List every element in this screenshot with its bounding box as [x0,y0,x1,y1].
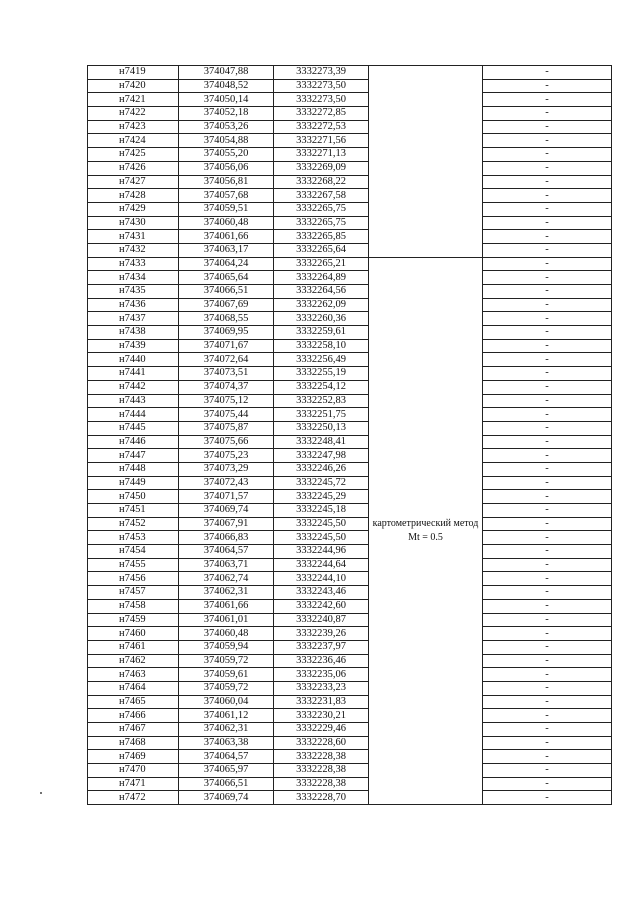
description-cell: - [483,161,612,175]
x-coordinate-cell: 374066,51 [179,777,274,791]
point-name-cell: н7463 [88,668,179,682]
point-name-cell: н7438 [88,326,179,340]
point-name-cell: н7453 [88,531,179,545]
point-name-cell: н7448 [88,462,179,476]
point-name-cell: н7422 [88,107,179,121]
description-cell: - [483,736,612,750]
x-coordinate-cell: 374061,66 [179,599,274,613]
table-row [88,202,612,216]
table-row [88,723,612,737]
y-coordinate-cell: 3332242,60 [274,599,369,613]
point-name-cell: н7440 [88,353,179,367]
table-row [88,791,612,805]
description-cell: - [483,613,612,627]
y-coordinate-cell: 3332246,26 [274,462,369,476]
description-cell: - [483,764,612,778]
y-coordinate-cell: 3332228,60 [274,736,369,750]
table-row [88,750,612,764]
x-coordinate-cell: 374060,48 [179,627,274,641]
point-name-cell: н7426 [88,161,179,175]
y-coordinate-cell: 3332271,13 [274,148,369,162]
point-name-cell: н7431 [88,230,179,244]
description-cell: - [483,312,612,326]
table-row [88,736,612,750]
table-row [88,298,612,312]
y-coordinate-cell: 3332233,23 [274,681,369,695]
x-coordinate-cell: 374069,74 [179,791,274,805]
description-cell: - [483,134,612,148]
x-coordinate-cell: 374069,74 [179,504,274,518]
description-cell: - [483,148,612,162]
description-cell: - [483,202,612,216]
y-coordinate-cell: 3332265,75 [274,202,369,216]
y-coordinate-cell: 3332247,98 [274,449,369,463]
x-coordinate-cell: 374066,83 [179,531,274,545]
x-coordinate-cell: 374069,95 [179,326,274,340]
y-coordinate-cell: 3332260,36 [274,312,369,326]
y-coordinate-cell: 3332273,50 [274,79,369,93]
description-cell: - [483,120,612,134]
point-name-cell: н7451 [88,504,179,518]
y-coordinate-cell: 3332268,22 [274,175,369,189]
point-name-cell: н7471 [88,777,179,791]
description-cell: - [483,462,612,476]
description-cell: - [483,79,612,93]
description-cell: - [483,654,612,668]
y-coordinate-cell: 3332245,50 [274,517,369,531]
y-coordinate-cell: 3332265,64 [274,243,369,257]
x-coordinate-cell: 374062,74 [179,572,274,586]
y-coordinate-cell: 3332271,56 [274,134,369,148]
point-name-cell: н7458 [88,599,179,613]
y-coordinate-cell: 3332235,06 [274,668,369,682]
description-cell: - [483,572,612,586]
point-name-cell: н7454 [88,545,179,559]
point-name-cell: н7446 [88,435,179,449]
table-row [88,764,612,778]
description-cell: - [483,681,612,695]
table-row [88,107,612,121]
table-row [88,189,612,203]
table-row [88,695,612,709]
point-name-cell: н7433 [88,257,179,271]
x-coordinate-cell: 374059,61 [179,668,274,682]
y-coordinate-cell: 3332267,58 [274,189,369,203]
x-coordinate-cell: 374067,69 [179,298,274,312]
point-name-cell: н7457 [88,586,179,600]
x-coordinate-cell: 374075,87 [179,421,274,435]
description-cell: - [483,586,612,600]
point-name-cell: н7427 [88,175,179,189]
point-name-cell: н7460 [88,627,179,641]
description-cell: - [483,476,612,490]
y-coordinate-cell: 3332231,83 [274,695,369,709]
description-cell: - [483,777,612,791]
table-row [88,449,612,463]
x-coordinate-cell: 374073,51 [179,367,274,381]
x-coordinate-cell: 374075,12 [179,394,274,408]
point-name-cell: н7469 [88,750,179,764]
x-coordinate-cell: 374053,26 [179,120,274,134]
y-coordinate-cell: 3332269,09 [274,161,369,175]
table-row [88,285,612,299]
table-row [88,558,612,572]
description-cell: - [483,285,612,299]
point-name-cell: н7429 [88,202,179,216]
table-row [88,421,612,435]
y-coordinate-cell: 3332230,21 [274,709,369,723]
x-coordinate-cell: 374065,64 [179,271,274,285]
y-coordinate-cell: 3332228,70 [274,791,369,805]
y-coordinate-cell: 3332228,38 [274,764,369,778]
table-row [88,709,612,723]
coordinates-table [87,65,612,805]
point-name-cell: н7470 [88,764,179,778]
x-coordinate-cell: 374060,04 [179,695,274,709]
table-row [88,627,612,641]
table-row [88,134,612,148]
x-coordinate-cell: 374064,24 [179,257,274,271]
description-cell: - [483,791,612,805]
x-coordinate-cell: 374056,06 [179,161,274,175]
description-cell: - [483,599,612,613]
y-coordinate-cell: 3332265,75 [274,216,369,230]
table-row [88,490,612,504]
point-name-cell: н7424 [88,134,179,148]
point-name-cell: н7436 [88,298,179,312]
x-coordinate-cell: 374071,57 [179,490,274,504]
table-row [88,367,612,381]
point-name-cell: н7459 [88,613,179,627]
description-cell: - [483,504,612,518]
table-row [88,777,612,791]
y-coordinate-cell: 3332237,97 [274,640,369,654]
point-name-cell: н7432 [88,243,179,257]
point-name-cell: н7445 [88,421,179,435]
description-cell: - [483,750,612,764]
point-name-cell: н7439 [88,339,179,353]
y-coordinate-cell: 3332229,46 [274,723,369,737]
description-cell: - [483,627,612,641]
description-cell: - [483,695,612,709]
method-cell [369,66,483,258]
table-row [88,572,612,586]
x-coordinate-cell: 374054,88 [179,134,274,148]
table-row [88,394,612,408]
table-row [88,654,612,668]
description-cell: - [483,216,612,230]
point-name-cell: н7468 [88,736,179,750]
y-coordinate-cell: 3332252,83 [274,394,369,408]
y-coordinate-cell: 3332245,29 [274,490,369,504]
table-row [88,66,612,80]
x-coordinate-cell: 374062,31 [179,586,274,600]
x-coordinate-cell: 374059,51 [179,202,274,216]
table-row [88,243,612,257]
y-coordinate-cell: 3332259,61 [274,326,369,340]
y-coordinate-cell: 3332273,39 [274,66,369,80]
table-row [88,93,612,107]
description-cell: - [483,189,612,203]
table-row [88,599,612,613]
description-cell: - [483,257,612,271]
x-coordinate-cell: 374062,31 [179,723,274,737]
table-row [88,531,612,545]
point-name-cell: н7447 [88,449,179,463]
x-coordinate-cell: 374063,38 [179,736,274,750]
point-name-cell: н7464 [88,681,179,695]
x-coordinate-cell: 374050,14 [179,93,274,107]
x-coordinate-cell: 374075,23 [179,449,274,463]
y-coordinate-cell: 3332264,56 [274,285,369,299]
description-cell: - [483,435,612,449]
point-name-cell: н7467 [88,723,179,737]
y-coordinate-cell: 3332228,38 [274,777,369,791]
point-name-cell: н7466 [88,709,179,723]
point-name-cell: н7472 [88,791,179,805]
point-name-cell: н7434 [88,271,179,285]
y-coordinate-cell: 3332256,49 [274,353,369,367]
x-coordinate-cell: 374067,91 [179,517,274,531]
description-cell: - [483,421,612,435]
y-coordinate-cell: 3332244,10 [274,572,369,586]
coordinates-table-body [88,66,612,805]
y-coordinate-cell: 3332264,89 [274,271,369,285]
x-coordinate-cell: 374063,17 [179,243,274,257]
point-name-cell: н7443 [88,394,179,408]
y-coordinate-cell: 3332273,50 [274,93,369,107]
point-name-cell: н7449 [88,476,179,490]
point-name-cell: н7465 [88,695,179,709]
table-row [88,586,612,600]
description-cell: - [483,326,612,340]
point-name-cell: н7455 [88,558,179,572]
description-cell: - [483,93,612,107]
description-cell: - [483,545,612,559]
x-coordinate-cell: 374061,01 [179,613,274,627]
point-name-cell: н7423 [88,120,179,134]
table-row [88,230,612,244]
table-row [88,161,612,175]
y-coordinate-cell: 3332248,41 [274,435,369,449]
x-coordinate-cell: 374061,66 [179,230,274,244]
description-cell: - [483,243,612,257]
point-name-cell: н7435 [88,285,179,299]
description-cell: - [483,175,612,189]
table-row [88,257,612,271]
y-coordinate-cell: 3332272,85 [274,107,369,121]
table-row [88,326,612,340]
x-coordinate-cell: 374048,52 [179,79,274,93]
x-coordinate-cell: 374068,55 [179,312,274,326]
description-cell: - [483,449,612,463]
description-cell: - [483,230,612,244]
table-row [88,353,612,367]
point-name-cell: н7462 [88,654,179,668]
x-coordinate-cell: 374064,57 [179,750,274,764]
table-row [88,79,612,93]
description-cell: - [483,408,612,422]
x-coordinate-cell: 374075,44 [179,408,274,422]
table-row [88,504,612,518]
description-cell: - [483,367,612,381]
x-coordinate-cell: 374065,97 [179,764,274,778]
y-coordinate-cell: 3332243,46 [274,586,369,600]
x-coordinate-cell: 374057,68 [179,189,274,203]
table-row [88,271,612,285]
description-cell: - [483,668,612,682]
method-cell: картометрический метод Mt = 0.5 [369,257,483,805]
y-coordinate-cell: 3332251,75 [274,408,369,422]
x-coordinate-cell: 374061,12 [179,709,274,723]
table-row [88,312,612,326]
table-row [88,120,612,134]
y-coordinate-cell: 3332254,12 [274,380,369,394]
table-row [88,462,612,476]
y-coordinate-cell: 3332265,85 [274,230,369,244]
description-cell: - [483,558,612,572]
point-name-cell: н7461 [88,640,179,654]
x-coordinate-cell: 374071,67 [179,339,274,353]
point-name-cell: н7421 [88,93,179,107]
description-cell: - [483,66,612,80]
y-coordinate-cell: 3332265,21 [274,257,369,271]
x-coordinate-cell: 374055,20 [179,148,274,162]
y-coordinate-cell: 3332228,38 [274,750,369,764]
description-cell: - [483,298,612,312]
point-name-cell: н7456 [88,572,179,586]
description-cell: - [483,490,612,504]
description-cell: - [483,380,612,394]
description-cell: - [483,723,612,737]
x-coordinate-cell: 374059,72 [179,681,274,695]
x-coordinate-cell: 374064,57 [179,545,274,559]
point-name-cell: н7425 [88,148,179,162]
x-coordinate-cell: 374072,64 [179,353,274,367]
table-row [88,476,612,490]
y-coordinate-cell: 3332255,19 [274,367,369,381]
x-coordinate-cell: 374072,43 [179,476,274,490]
y-coordinate-cell: 3332239,26 [274,627,369,641]
table-row [88,408,612,422]
point-name-cell: н7437 [88,312,179,326]
description-cell: - [483,531,612,545]
table-row [88,613,612,627]
x-coordinate-cell: 374059,72 [179,654,274,668]
x-coordinate-cell: 374059,94 [179,640,274,654]
y-coordinate-cell: 3332245,18 [274,504,369,518]
point-name-cell: н7430 [88,216,179,230]
x-coordinate-cell: 374075,66 [179,435,274,449]
x-coordinate-cell: 374073,29 [179,462,274,476]
scan-speck [40,792,42,794]
table-row [88,216,612,230]
point-name-cell: н7452 [88,517,179,531]
x-coordinate-cell: 374063,71 [179,558,274,572]
table-row [88,681,612,695]
y-coordinate-cell: 3332250,13 [274,421,369,435]
x-coordinate-cell: 374060,48 [179,216,274,230]
point-name-cell: н7428 [88,189,179,203]
table-row [88,640,612,654]
x-coordinate-cell: 374074,37 [179,380,274,394]
point-name-cell: н7442 [88,380,179,394]
table-row [88,435,612,449]
description-cell: - [483,640,612,654]
description-cell: - [483,394,612,408]
x-coordinate-cell: 374047,88 [179,66,274,80]
table-row [88,339,612,353]
x-coordinate-cell: 374066,51 [179,285,274,299]
point-name-cell: н7444 [88,408,179,422]
table-row [88,380,612,394]
y-coordinate-cell: 3332236,46 [274,654,369,668]
table-row [88,668,612,682]
y-coordinate-cell: 3332262,09 [274,298,369,312]
table-row [88,175,612,189]
description-cell: - [483,517,612,531]
x-coordinate-cell: 374052,18 [179,107,274,121]
y-coordinate-cell: 3332244,96 [274,545,369,559]
description-cell: - [483,339,612,353]
x-coordinate-cell: 374056,81 [179,175,274,189]
y-coordinate-cell: 3332258,10 [274,339,369,353]
y-coordinate-cell: 3332245,72 [274,476,369,490]
description-cell: - [483,353,612,367]
table-row [88,545,612,559]
description-cell: - [483,107,612,121]
description-cell: - [483,271,612,285]
y-coordinate-cell: 3332245,50 [274,531,369,545]
y-coordinate-cell: 3332240,87 [274,613,369,627]
point-name-cell: н7441 [88,367,179,381]
y-coordinate-cell: 3332272,53 [274,120,369,134]
y-coordinate-cell: 3332244,64 [274,558,369,572]
table-row [88,148,612,162]
point-name-cell: н7420 [88,79,179,93]
description-cell: - [483,709,612,723]
point-name-cell: н7450 [88,490,179,504]
table-row [88,517,612,531]
point-name-cell: н7419 [88,66,179,80]
